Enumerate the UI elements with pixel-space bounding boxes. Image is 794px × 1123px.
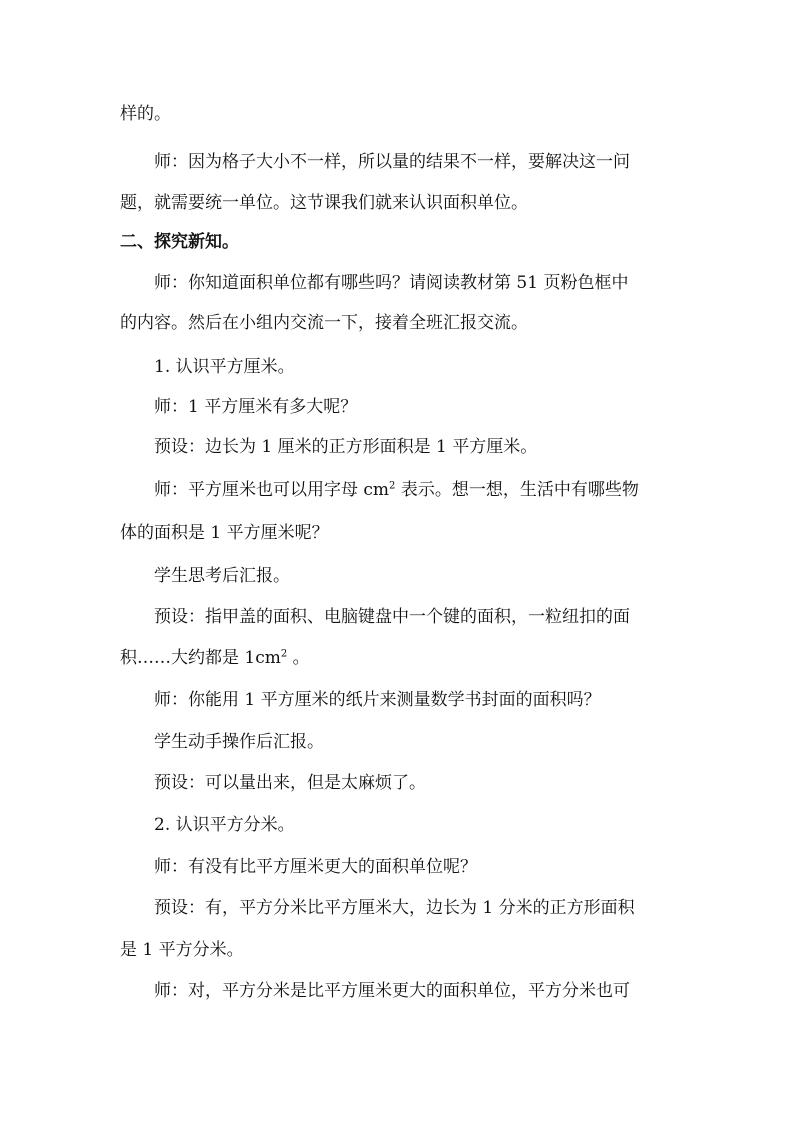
text-line: 体的面积是 1 平方厘米呢？ [120,523,329,543]
superscript: 2 [389,480,396,492]
text-line: 师：1 平方厘米有多大呢？ [154,397,358,417]
text-line: 预设：可以量出来，但是太麻烦了。 [154,773,426,793]
text-line: 师：你能用 1 平方厘米的纸片来测量数学书封面的面积吗？ [154,690,601,710]
text-line: 题，就需要统一单位。这节课我们就来认识面积单位。 [120,193,528,213]
subheading: 1. 认识平方厘米。 [154,357,295,377]
text-line: 预设：有，平方分米比平方厘米大，边长为 1 分米的正方形面积 [154,898,635,918]
text-line: 师：因为格子大小不一样，所以量的结果不一样，要解决这一问 [154,152,630,172]
text-line: 师：你知道面积单位都有哪些吗？请阅读教材第 51 页粉色框中 [154,273,629,293]
subheading: 2. 认识平方分米。 [154,815,295,835]
text-line: 预设：边长为 1 厘米的正方形面积是 1 平方厘米。 [154,437,538,457]
text-segment: 表示。想一想，生活中有哪些物 [395,480,639,500]
text-line: 师：对，平方分米是比平方厘米更大的面积单位，平方分米也可 [154,981,630,1001]
text-line: 学生动手操作后汇报。 [154,732,324,752]
text-line: 预设：指甲盖的面积、电脑键盘中一个键的面积，一粒纽扣的面 [154,607,630,627]
text-segment: 师：平方厘米也可以用字母 cm [154,480,390,500]
text-segment: 积……大约都是 1cm [120,648,281,668]
section-heading: 二、探究新知。 [120,232,239,252]
text-line: 样的。 [120,104,171,124]
text-segment: 。 [287,648,310,668]
text-line: 师：有没有比平方厘米更大的面积单位呢？ [154,857,477,877]
text-line-with-superscript [154,480,639,500]
text-line-with-superscript [120,648,310,668]
text-line: 学生思考后汇报。 [154,566,290,586]
text-line: 是 1 平方分米。 [120,940,244,960]
superscript: 2 [280,648,288,660]
text-line: 的内容。然后在小组内交流一下，接着全班汇报交流。 [120,313,528,333]
